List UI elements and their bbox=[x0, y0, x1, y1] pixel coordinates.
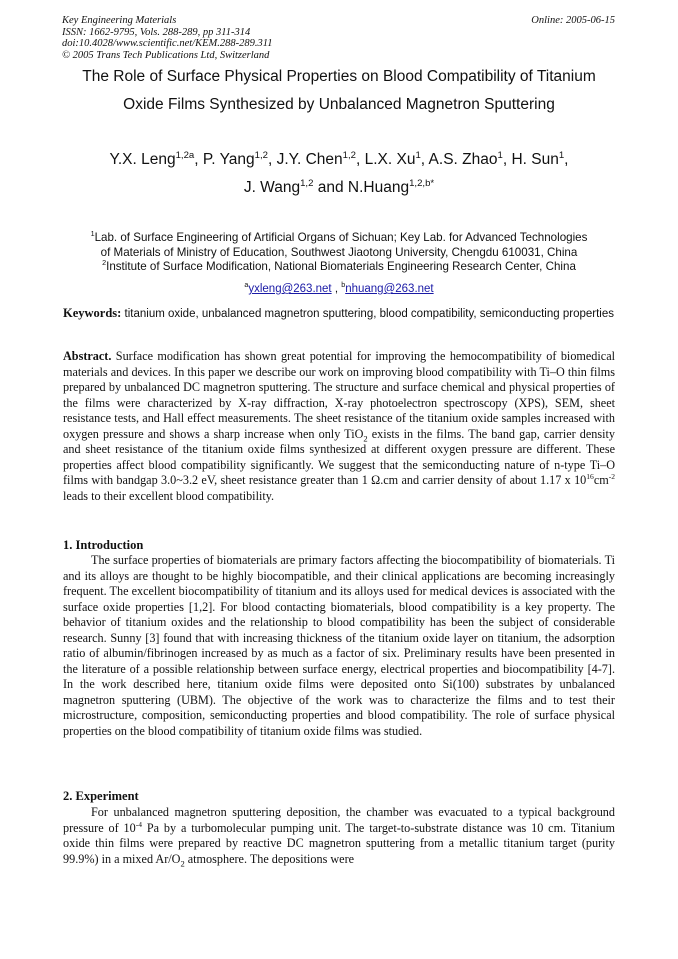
abstract-label: Abstract. bbox=[63, 349, 112, 363]
author-affil-mark: 1 bbox=[415, 149, 421, 161]
abstract-text: Surface modification has shown great potential for improving the hemocompatibility of biomedical materials and devices. In this paper we describe our work on improving blood compatibility with Ti–O thin films prepared by unbalanced DC magnetron sputtering. The structure and surface chemical and physical properties of the films were characterized by X-ray diffraction, X-ray photoelectron spectroscopy (XPS), SEM, sheet resistance tests, and Hall effect measurements. The sheet resistance of the titanium oxide samples increased with oxygen pressure and shows a sharp increase when only TiO bbox=[63, 349, 615, 441]
email-separator: , bbox=[331, 283, 342, 295]
author-affil-mark: 1,2 bbox=[300, 177, 314, 189]
author-line-2 bbox=[40, 174, 638, 202]
abstract-text: leads to their excellent blood compatibility. bbox=[63, 488, 275, 503]
author-list bbox=[40, 146, 638, 202]
abstract bbox=[63, 349, 615, 504]
keywords-text: titanium oxide, unbalanced magnetron sputtering, blood compatibility, semiconducting properties bbox=[121, 308, 614, 320]
email-mark-b: b bbox=[341, 281, 346, 290]
doi-line: doi:10.4028/www.scientific.net/KEM.288-289.311 bbox=[62, 38, 273, 49]
copyright-line: © 2005 Trans Tech Publications Ltd, Switzerland bbox=[62, 49, 270, 61]
affiliation-text: Institute of Surface Modification, National Biomaterials Engineering Research Center, China bbox=[106, 260, 576, 273]
experiment-text bbox=[63, 805, 615, 867]
online-date: Online: 2005-06-15 bbox=[531, 15, 615, 26]
paper-title bbox=[40, 63, 638, 119]
journal-name: Key Engineering Materials bbox=[62, 15, 177, 26]
issn-line: ISSN: 1662-9795, Vols. 288-289, pp 311-314 bbox=[62, 26, 251, 38]
affiliation-2 bbox=[40, 260, 638, 275]
author-line-1 bbox=[40, 146, 638, 174]
affiliations bbox=[40, 231, 638, 275]
experiment-text-part: atmosphere. The depositions were bbox=[184, 851, 355, 866]
experiment-superscript: -4 bbox=[135, 819, 142, 829]
author-emails bbox=[40, 283, 638, 295]
author-name: , L.X. Xu bbox=[356, 151, 416, 168]
affiliation-1-line-1 bbox=[40, 231, 638, 246]
affiliation-number: 1 bbox=[90, 229, 95, 239]
author-affil-mark: 1,2a bbox=[175, 149, 195, 161]
author-name: , H. Sun bbox=[502, 151, 559, 168]
affiliation-1-line-2: of Materials of Ministry of Education, Southwest Jiaotong University, Chengdu 610031, China bbox=[100, 245, 578, 259]
affiliation-text: Lab. of Surface Engineering of Artificial Organs of Sichuan; Key Lab. for Advanced Technologies bbox=[94, 231, 588, 244]
affiliation-number: 2 bbox=[102, 258, 107, 268]
author-affil-mark: 1,2 bbox=[342, 149, 356, 161]
introduction-heading: 1. Introduction bbox=[63, 538, 144, 552]
abstract-superscript: -2 bbox=[608, 471, 615, 481]
keywords bbox=[63, 306, 615, 322]
author-name: Y.X. Leng bbox=[109, 151, 176, 168]
author-separator: , bbox=[564, 151, 569, 168]
title-line-2: Oxide Films Synthesized by Unbalanced Magnetron Sputtering bbox=[123, 96, 555, 113]
abstract-text: cm bbox=[593, 473, 609, 487]
author-name: J. Wang bbox=[243, 179, 301, 196]
email-link-huang[interactable]: nhuang@263.net bbox=[345, 283, 434, 295]
experiment-heading: 2. Experiment bbox=[63, 789, 139, 803]
introduction-text: The surface properties of biomaterials are primary factors affecting the biocompatibility of biomaterials. Ti and its alloys are thought to be highly biocompatible, and their clinical applications are becoming increasingly frequent. The excellent biocompatibility of titanium and its alloys used for medical devices is associated with the surface oxide properties [1,2]. For blood contacting biomaterials, blood compatibility is a key property. The behavior of titanium oxides and the relationship to blood compatibility has been the subject of considerable research. Sunny [3] found that with increasing thickness of the titanium oxide layer on titanium, the adsorption ratio of albumin/fibrinogen increased by as much as a factor of six. Preliminary results have been presented in the literature of a possible relationship between surface energy, electrical properties and biocompatibility [4-7]. In the work described here, titanium oxide films were deposited onto Si(100) substrates by unbalanced magnetron sputtering (UBM). The objective of the work was to characterize the films and to test their microstructure, composition, semiconducting properties and blood compatibility. The role of surface physical properties on the blood compatibility of titanium oxide films was studied. bbox=[63, 553, 615, 738]
author-name: , P. Yang bbox=[194, 151, 255, 168]
experiment-subscript: 2 bbox=[180, 857, 185, 868]
author-name: , J.Y. Chen bbox=[267, 151, 343, 168]
author-affil-mark: 1,2,b* bbox=[409, 177, 435, 189]
author-name: , A.S. Zhao bbox=[420, 151, 498, 168]
abstract-text: exists in the films. The band gap, carrier density and sheet resistance of the titanium oxide films synthesized at different oxygen pressure are different. These properties affect blood compatibility significantly. We suggest that the semiconducting nature of n-type Ti–O films with bandgap 3.0~3.2 eV, sheet resistance greater than 1 Ω.cm and carrier density of about 1.17 x 10 bbox=[63, 426, 615, 487]
experiment-text-part: Pa by a turbomolecular pumping unit. The target-to-substrate distance was 10 cm. Titanium oxide thin films were prepared by reactive DC magnetron sputtering from a metallic titanium target (purity 99.9%) in a mixed Ar/O bbox=[63, 820, 615, 866]
abstract-superscript: 16 bbox=[586, 471, 594, 481]
abstract-subscript: 2 bbox=[363, 432, 368, 443]
email-mark-a: a bbox=[244, 281, 249, 290]
experiment-text-part: For unbalanced magnetron sputtering deposition, the chamber was evacuated to a typical background pressure of 10 bbox=[63, 805, 615, 835]
author-affil-mark: 1 bbox=[497, 149, 503, 161]
author-name: and N.Huang bbox=[313, 179, 410, 196]
author-affil-mark: 1,2 bbox=[254, 149, 268, 161]
author-affil-mark: 1 bbox=[558, 149, 565, 161]
journal-header bbox=[62, 15, 272, 61]
email-link-leng[interactable]: yxleng@263.net bbox=[248, 283, 332, 295]
keywords-label: Keywords: bbox=[63, 306, 122, 320]
title-line-1: The Role of Surface Physical Properties on Blood Compatibility of Titanium bbox=[82, 68, 596, 85]
